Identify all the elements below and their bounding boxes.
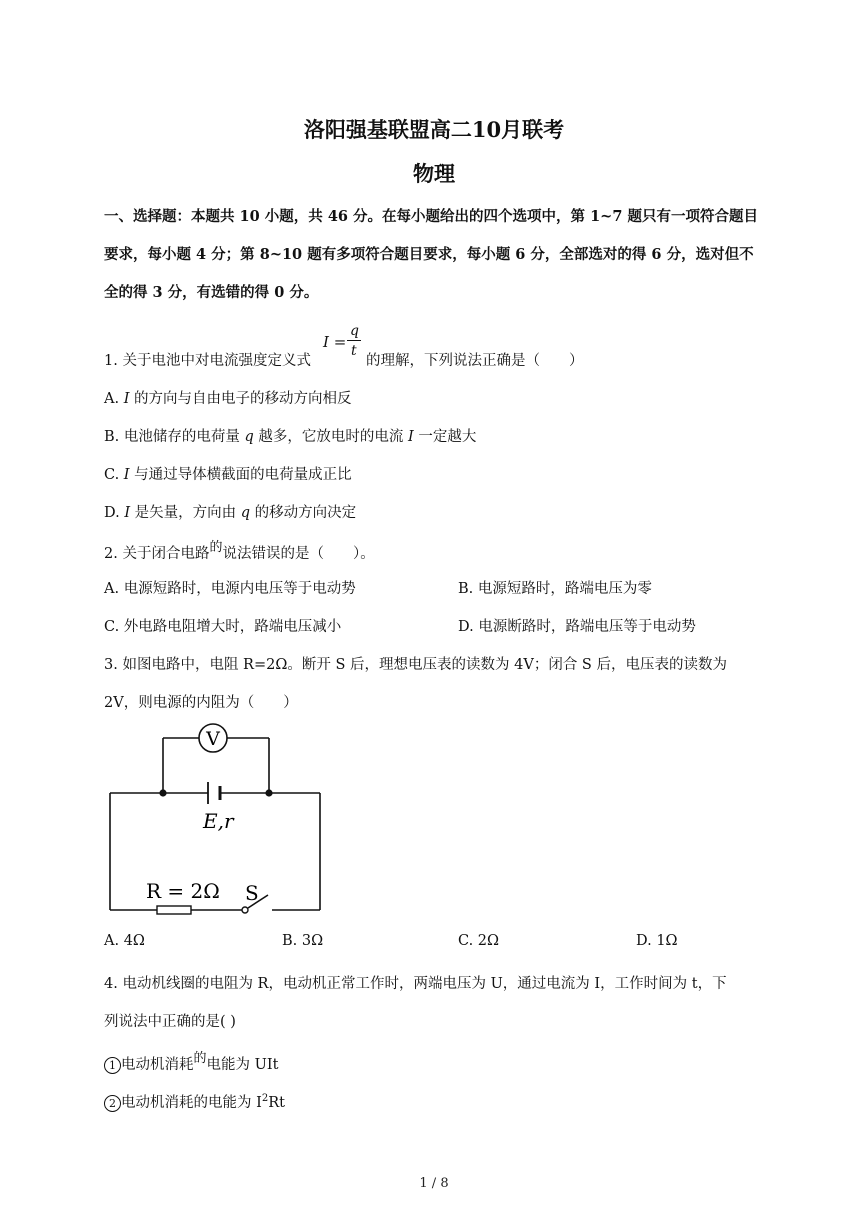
section-instructions-line2: 要求，每小题 4 分；第 8~10 题有多项符合题目要求，每小题 6 分，全部选对的得 6 分，选对但不 bbox=[104, 246, 754, 263]
q1-formula-bar bbox=[347, 340, 361, 341]
q4-statement-2-post: Rt bbox=[268, 1095, 285, 1111]
q1-option-d-label: D. bbox=[104, 505, 125, 521]
q1-stem bbox=[104, 349, 311, 370]
q3-option-c[interactable]: C. 2Ω bbox=[458, 933, 500, 949]
source-label: E,r bbox=[203, 809, 234, 833]
q1-option-c-text: 与通过导体横截面的电荷量成正比 bbox=[129, 467, 352, 483]
q1-option-b-var: q bbox=[244, 429, 254, 445]
q4-statement-1[interactable] bbox=[104, 1053, 278, 1074]
q1-option-b[interactable] bbox=[104, 425, 476, 446]
q1-formula-lhs: I = bbox=[323, 333, 347, 351]
junction-dot-right bbox=[265, 789, 272, 796]
q1-option-b-mid: 越多，它放电时的电流 bbox=[253, 429, 408, 445]
q1-option-b-label: B. 电池储存的电荷量 bbox=[104, 429, 245, 445]
q4-statement-1-post: 电能为 UIt bbox=[206, 1057, 279, 1073]
q1-option-c-label: C. bbox=[104, 467, 124, 483]
q2-stem-pre: 2. 关于闭合电路 bbox=[104, 546, 210, 562]
q3-circuit-diagram bbox=[100, 720, 330, 925]
q3-option-b[interactable]: B. 3Ω bbox=[282, 933, 324, 949]
q1-option-c[interactable] bbox=[104, 463, 352, 484]
q1-option-a[interactable] bbox=[104, 387, 352, 408]
q2-stem bbox=[104, 542, 375, 563]
q4-statement-1-pre: 电动机消耗 bbox=[121, 1057, 194, 1073]
q1-option-c-var: I bbox=[123, 467, 130, 483]
q1-formula-denominator: t bbox=[351, 343, 357, 359]
switch-contact-icon bbox=[242, 907, 248, 913]
q1-option-a-label: A. bbox=[104, 391, 124, 407]
voltmeter-label: V bbox=[206, 728, 220, 750]
q1-option-d-var: I bbox=[124, 505, 131, 521]
section-instructions-line1: 一、选择题：本题共 10 小题，共 46 分。在每小题给出的四个选项中，第 1~7 题只有一项符合题目 bbox=[104, 208, 758, 225]
q2-stem-post: 说法错误的是（ ）。 bbox=[222, 546, 375, 562]
q1-option-a-text: 的方向与自由电子的移动方向相反 bbox=[129, 391, 352, 407]
q3-stem-line2: 2V，则电源的内阻为（ ） bbox=[104, 695, 298, 711]
page-number: 1 / 8 bbox=[419, 1176, 449, 1191]
q3-stem-line1: 3. 如图电路中，电阻 R=2Ω。断开 S 后，理想电压表的读数为 4V；闭合 S 后，电压表的读数为 bbox=[104, 657, 727, 673]
q2-stem-sup: 的 bbox=[209, 540, 223, 555]
q4-statement-2-sup: 2 bbox=[261, 1093, 269, 1104]
junction-dot-left bbox=[159, 789, 166, 796]
circled-number-2-icon: 2 bbox=[104, 1095, 121, 1112]
q1-option-b-text: 一定越大 bbox=[413, 429, 477, 445]
q3-option-a[interactable]: A. 4Ω bbox=[104, 933, 145, 949]
q1-stem-pre: 1. 关于电池中对电流强度定义式 bbox=[104, 353, 311, 369]
q1-formula-numerator: q bbox=[350, 323, 359, 339]
q3-option-d[interactable]: D. 1Ω bbox=[636, 933, 678, 949]
q1-option-a-var: I bbox=[123, 391, 130, 407]
q2-option-d[interactable]: D. 电源断路时，路端电压等于电动势 bbox=[458, 619, 696, 635]
q1-stem-post: 的理解，下列说法正确是（ ） bbox=[366, 353, 584, 369]
q2-option-c[interactable]: C. 外电路电阻增大时，路端电压减小 bbox=[104, 619, 342, 635]
switch-label: S bbox=[245, 881, 259, 905]
resistor-icon bbox=[157, 906, 191, 914]
q4-stem-line2: 列说法中正确的是( ) bbox=[104, 1014, 236, 1030]
resistor-label: R = 2Ω bbox=[146, 879, 220, 903]
q1-option-d-var2: q bbox=[240, 505, 251, 521]
q4-statement-2-pre: 电动机消耗的电能为 I bbox=[121, 1095, 262, 1111]
subject-title: 物理 bbox=[413, 161, 455, 186]
page-title: 洛阳强基联盟高二10月联考 bbox=[303, 117, 565, 142]
q2-option-b[interactable]: B. 电源短路时，路端电压为零 bbox=[458, 581, 652, 597]
q2-option-a[interactable]: A. 电源短路时，电源内电压等于电动势 bbox=[104, 581, 356, 597]
circled-number-1-icon: 1 bbox=[104, 1057, 121, 1074]
q4-statement-1-sup: 的 bbox=[193, 1051, 207, 1066]
q1-option-b-var2: I bbox=[408, 429, 414, 445]
q1-option-d[interactable] bbox=[104, 501, 356, 522]
q4-statement-2[interactable] bbox=[104, 1091, 285, 1112]
q1-option-d-mid: 是矢量，方向由 bbox=[130, 505, 241, 521]
section-instructions-line3: 全的得 3 分，有选错的得 0 分。 bbox=[104, 284, 319, 301]
q4-stem-line1: 4. 电动机线圈的电阻为 R，电动机正常工作时，两端电压为 U，通过电流为 I，工作时间为 t，下 bbox=[104, 976, 727, 992]
q1-option-d-text: 的移动方向决定 bbox=[250, 505, 357, 521]
